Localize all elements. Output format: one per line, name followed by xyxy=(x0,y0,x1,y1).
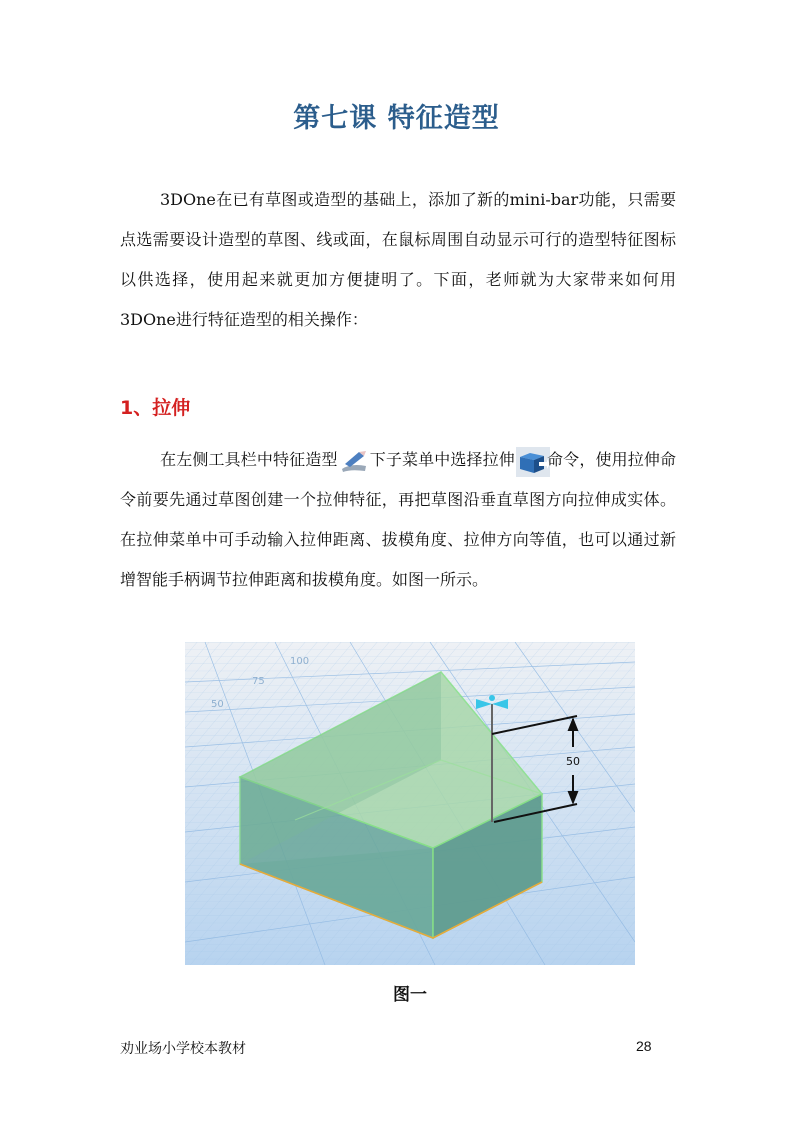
section-heading-extrude: 1、拉伸 xyxy=(120,397,191,419)
intro-paragraph xyxy=(120,180,676,340)
dimension-label: 50 xyxy=(566,755,580,768)
figure-extrude-drawing xyxy=(185,642,635,965)
page-title: 第七课 特征造型 xyxy=(293,103,500,134)
figure-extrude xyxy=(185,642,635,965)
extrude-text-1: 在左侧工具栏中特征造型 xyxy=(160,450,338,469)
figure-caption: 图一 xyxy=(393,985,427,1005)
grid-label-50: 50 xyxy=(211,699,224,710)
extrude-paragraph xyxy=(120,440,676,600)
extrude-text-3: 命令，使用拉伸命令前要先通过草图创建一个拉伸特征，再把草图沿垂直草图方向拉伸成实体。在拉伸菜单中可手动输入拉伸距离、拔模角度、拉伸方向等值，也可以通过新增智能手柄调节拉伸距离和拔模角度。如图一所示。 xyxy=(120,450,676,589)
grid-label-100: 100 xyxy=(290,656,310,667)
feature-modeling-icon xyxy=(339,447,369,475)
grid-label-75: 75 xyxy=(252,676,265,687)
footer-school-name: 劝业场小学校本教材 xyxy=(120,1041,246,1057)
extrude-icon xyxy=(516,447,546,475)
extrude-text-2: 下子菜单中选择拉伸 xyxy=(369,450,515,469)
intro-text: 3DOne在已有草图或造型的基础上，添加了新的mini-bar功能，只需要点选需要设计造型的草图、线或面，在鼠标周围自动显示可行的造型特征图标以供选择，使用起来就更加方便捷明了。下面，老师就为大家带来如何用3DOne进行特征造型的相关操作： xyxy=(120,190,676,329)
page-number: 28 xyxy=(636,1038,652,1054)
